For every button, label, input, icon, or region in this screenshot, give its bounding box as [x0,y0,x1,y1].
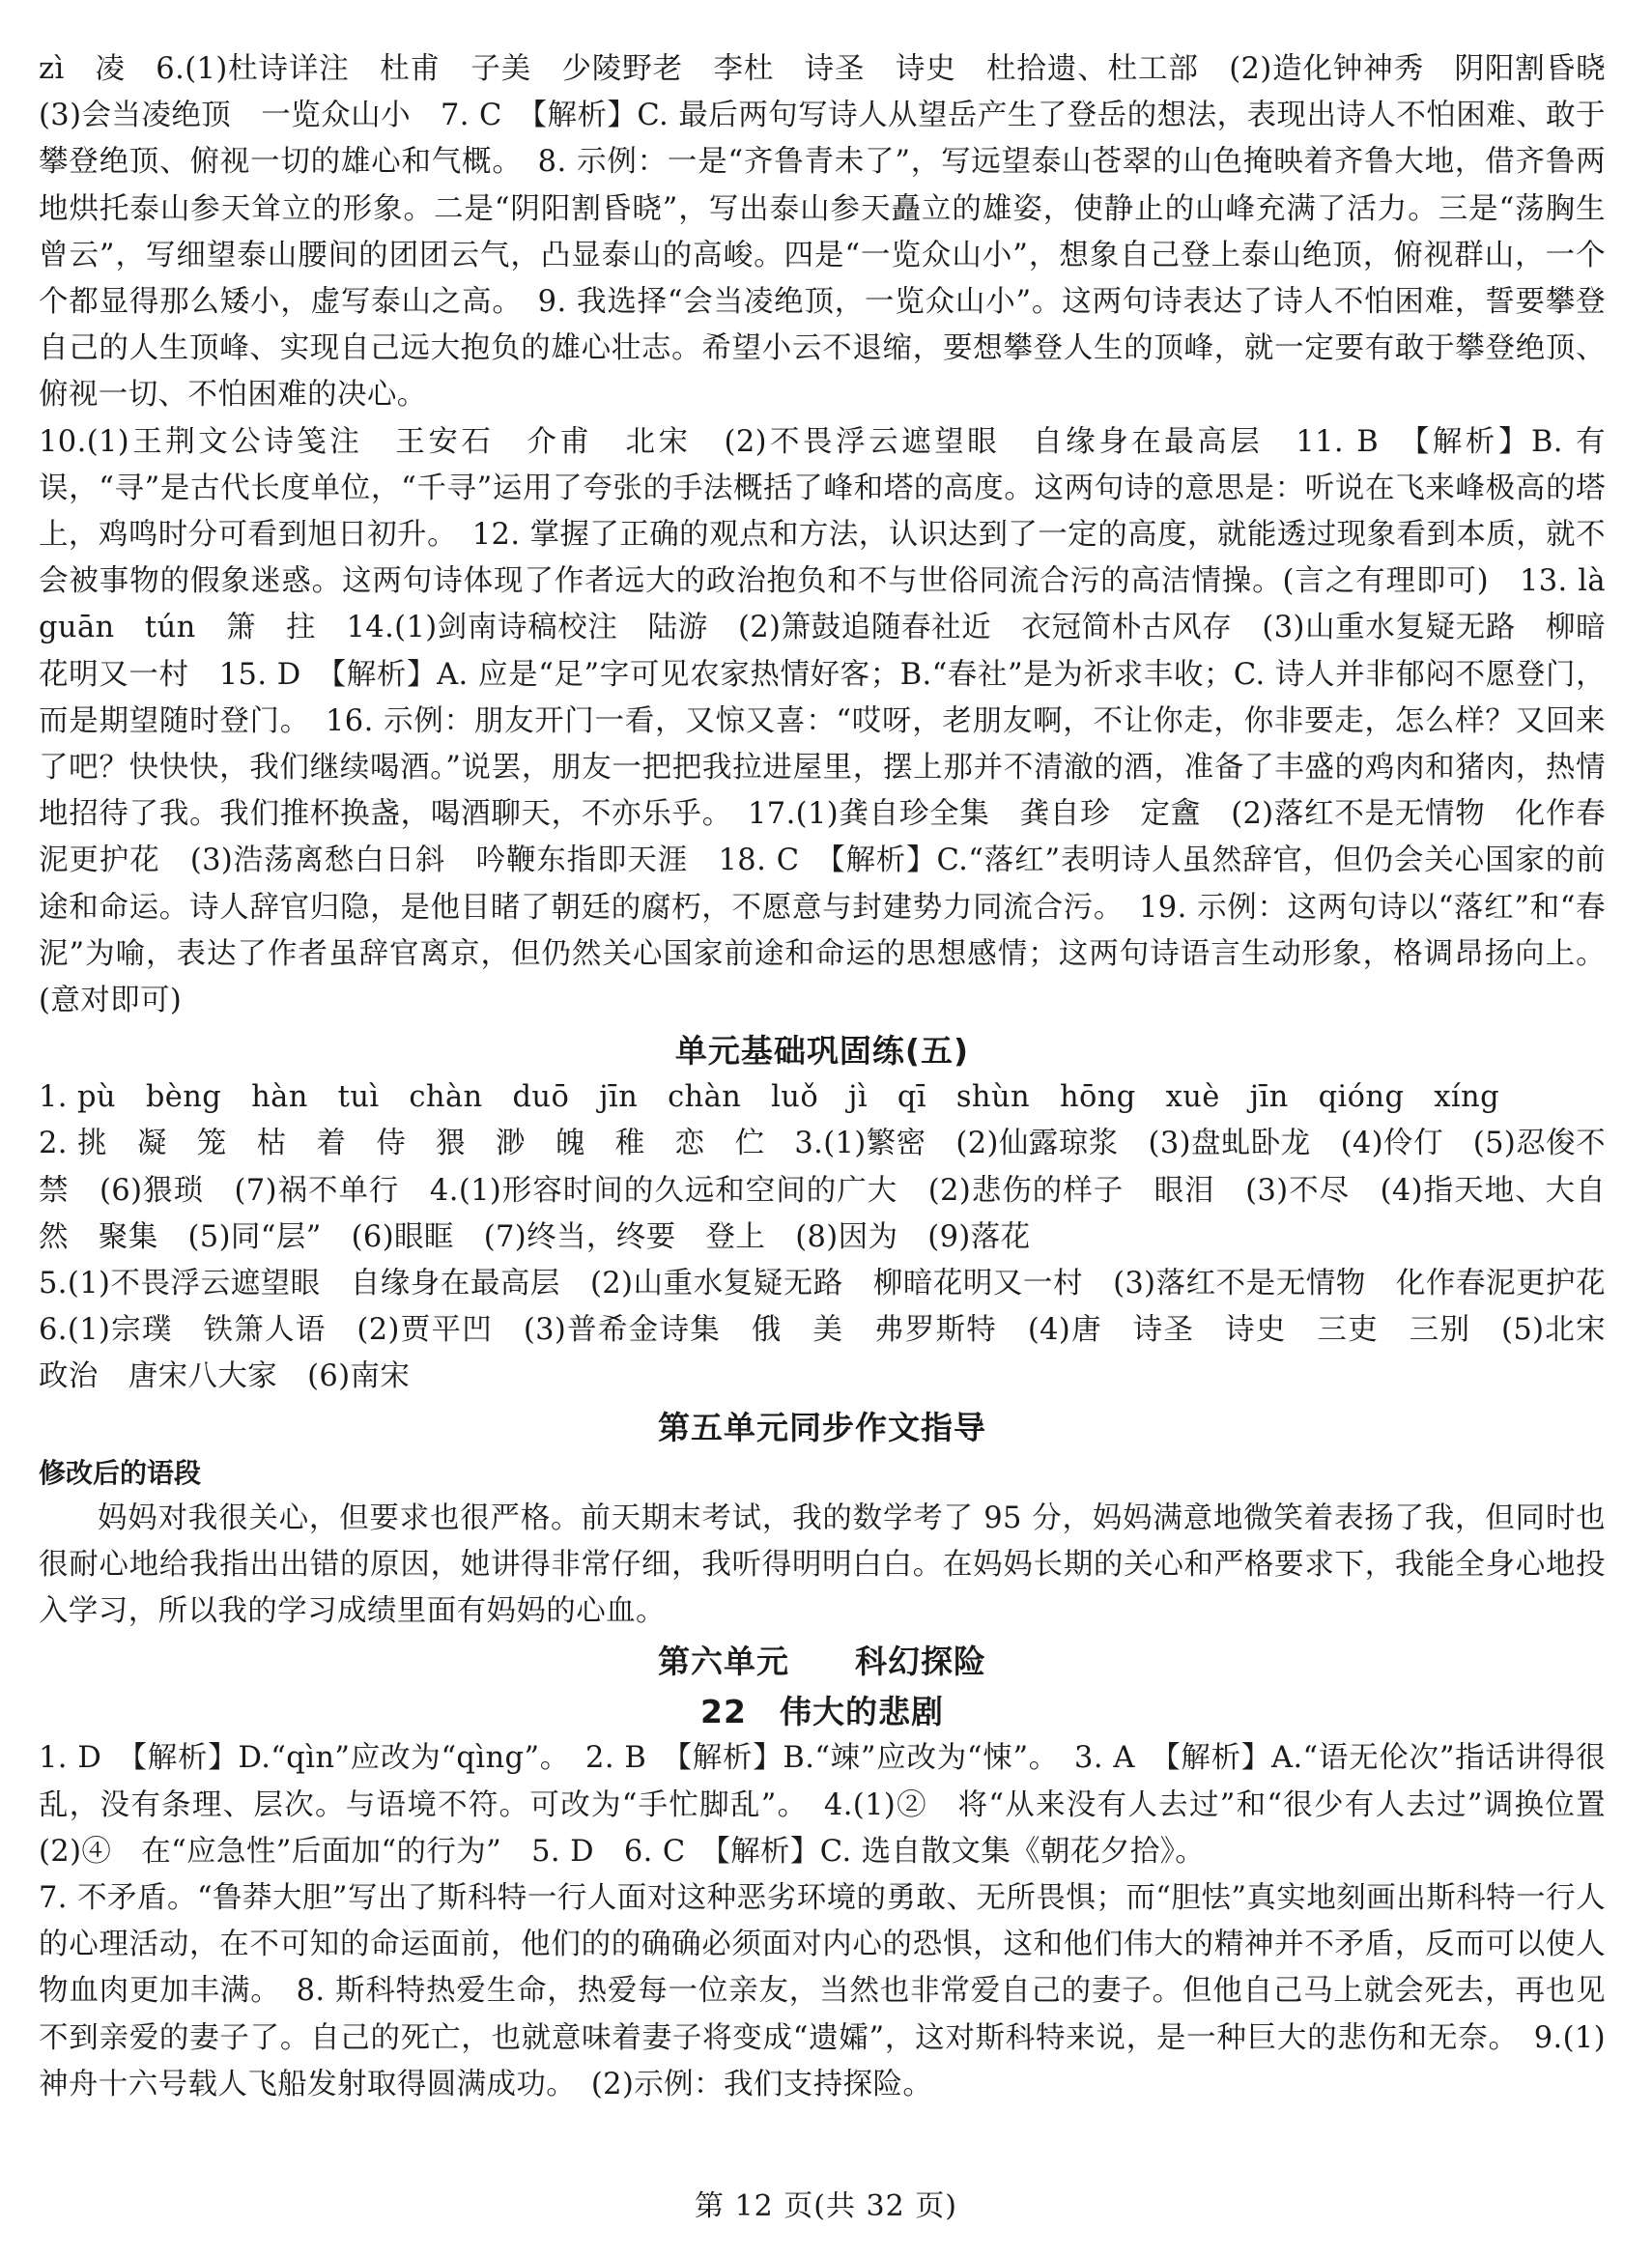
page-number-footer: 第 12 页(共 32 页) [695,2189,957,2223]
answer-block-4: 5.(1)不畏浮云遮望眼 自缘身在最高层 (2)山重水复疑无路 柳暗花明又一村 (3)落红不是无情物 化作春泥更护花 6.(1)宗璞 铁箫人语 (2)贾平凹 (3)普希金诗集 俄 美 弗罗斯特 (4)唐 诗圣 诗史 三吏 三别 (5)北宋 政治 唐宋八大家 (6)南宋 [39,1267,1636,1394]
answer-block-5: 1. D 【解析】D.“qìn”应改为“qìng”。 2. B 【解析】B.“竦”应改为“悚”。 3. A 【解析】A.“语无伦次”指话讲得很乱，没有条理、层次。与语境不符。可改为“手忙脚乱”。 4.(1)② 将“从来没有人去过”和“很少有人去过”调换位置 (2)④ 在“应急性”后面加“的行为” 5. D 6. C 【解析】C. 选自散文集《朝花夕拾》。 [39,1741,1636,1869]
pinyin-answers: 1. pù bèng hàn tuì chàn duō jīn chàn luǒ jì qī shùn hōng xuè jīn qióng xíng [39,1080,1500,1115]
lesson-heading-22: 22 伟大的悲剧 [700,1693,944,1731]
answer-block-1: zì 凌 6.(1)杜诗详注 杜甫 子美 少陵野老 李杜 诗圣 诗史 杜拾遗、杜工部 (2)造化钟神秀 阴阳割昏晓 (3)会当凌绝顶 一览众山小 7. C 【解析】C. 最后两句写诗人从望岳产生了登岳的想法，表现出诗人不怕困难、敢于攀登绝顶、俯视一切的雄心和气概。 8. 示例：一是“齐鲁青未了”，写远望泰山苍翠的山色掩映着齐鲁大地，借齐鲁两地烘托泰山参天耸立的形象。二是“阴阳割昏晓”，写出泰山参天矗立的雄姿，使静止的山峰充满了活力。三是“荡胸生曾云”，写细望泰山腰间的团团云气，凸显泰山的高峻。四是“一览众山小”，想象自己登上泰山绝顶，俯视群山，一个个都显得那么矮小，虚写泰山之高。 9. 我选择“会当凌绝顶，一览众山小”。这两句诗表达了诗人不怕困难，誓要攀登自己的人生顶峰、实现自己远大抱负的雄心壮志。希望小云不退缩，要想攀登人生的顶峰，就一定要有敢于攀登绝顶、俯视一切、不怕困难的决心。 [39,52,1636,413]
revised-paragraph-label: 修改后的语段 [39,1456,202,1489]
revised-paragraph: 妈妈对我很关心，但要求也很严格。前天期末考试，我的数学考了 95 分，妈妈满意地微笑着表扬了我，但同时也很耐心地给我指出出错的原因，她讲得非常仔细，我听得明明白白。在妈妈长期的关心和严格要求下，我能全身心地投入学习，所以我的学习成绩里面有妈妈的心血。 [39,1501,1606,1629]
answer-block-6: 7. 不矛盾。“鲁莽大胆”写出了斯科特一行人面对这种恶劣环境的勇敢、无所畏惧；而“胆怯”真实地刻画出斯科特一行人的心理活动，在不可知的命运面前，他们的的确确必须面对内心的恐惧，这和他们伟大的精神并不矛盾，反而可以使人物血肉更加丰满。 8. 斯科特热爱生命，热爱每一位亲友，当然也非常爱自己的妻子。但他自己马上就会死去，再也见不到亲爱的妻子了。自己的死亡，也就意味着妻子将变成“遗孀”，这对斯科特来说，是一种巨大的悲伤和无奈。 9.(1)神舟十六号载人飞船发射取得圆满成功。 (2)示例：我们支持探险。 [39,1880,1606,2101]
section-heading-unit5-writing: 第五单元同步作文指导 [658,1408,986,1446]
section-heading-unit6: 第六单元 科幻探险 [658,1643,986,1681]
answer-block-3: 2. 挑 凝 笼 枯 着 侍 猥 渺 魄 稚 恋 伫 3.(1)繁密 (2)仙露琼浆 (3)盘虬卧龙 (4)伶仃 (5)忍俊不禁 (6)猥琐 (7)祸不单行 4.(1)形容时间的久远和空间的广大 (2)悲伤的样子 眼泪 (3)不尽 (4)指天地、大自然 聚集 (5)同“层” (6)眼眶 (7)终当，终要 登上 (8)因为 (9)落花 [39,1127,1606,1254]
answer-block-2: 10.(1)王荆文公诗笺注 王安石 介甫 北宋 (2)不畏浮云遮望眼 自缘身在最高层 11. B 【解析】B. 有误，“寻”是古代长度单位，“千寻”运用了夸张的手法概括了峰和塔的高度。这两句诗的意思是：听说在飞来峰极高的塔上，鸡鸣时分可看到旭日初升。 12. 掌握了正确的观点和方法，认识达到了一定的高度，就能透过现象看到本质，就不会被事物的假象迷惑。这两句诗体现了作者远大的政治抱负和不与世俗同流合污的高洁情操。(言之有理即可) 13. là guān tún 箫 拄 14.(1)剑南诗稿校注 陆游 (2)箫鼓追随春社近 衣冠简朴古风存 (3)山重水复疑无路 柳暗花明又一村 15. D 【解析】A. 应是“足”字可见农家热情好客；B.“春社”是为祈求丰收；C. 诗人并非郁闷不愿登门，而是期望随时登门。 16. 示例：朋友开门一看，又惊又喜：“哎呀，老朋友啊，不让你走，你非要走，怎么样？又回来了吧？快快快，我们继续喝酒。”说罢，朋友一把把我拉进屋里，摆上那并不清澈的酒，准备了丰盛的鸡肉和猪肉，热情地招待了我。我们推杯换盏，喝酒聊天，不亦乐乎。 17.(1)龚自珍全集 龚自珍 定盦 (2)落红不是无情物 化作春泥更护花 (3)浩荡离愁白日斜 吟鞭东指即天涯 18. C 【解析】C.“落红”表明诗人虽然辞官，但仍会关心国家的前途和命运。诗人辞官归隐，是他目睹了朝廷的腐朽，不愿意与封建势力同流合污。 19. 示例：这两句诗以“落红”和“春泥”为喻，表达了作者虽辞官离京，但仍然关心国家前途和命运的思想感情；这两句诗语言生动形象，格调昂扬向上。(意对即可) [39,424,1636,1018]
section-heading-unit5-review: 单元基础巩固练(五) [674,1032,970,1071]
